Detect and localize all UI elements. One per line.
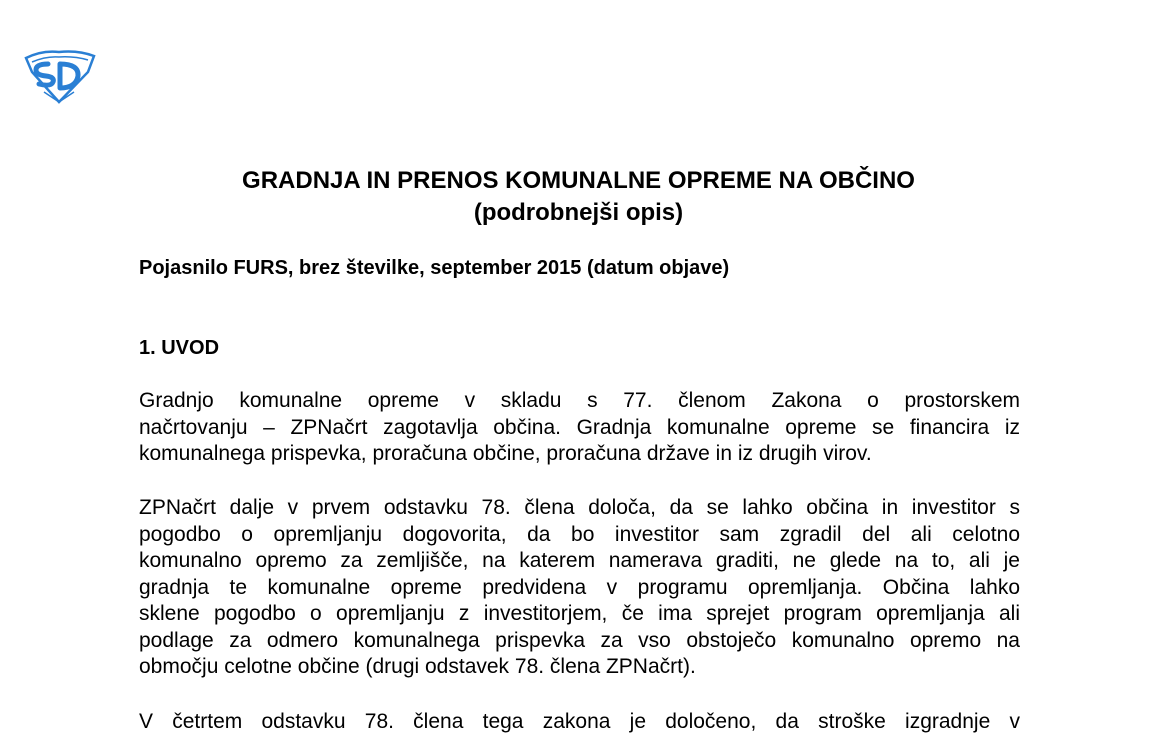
paragraph-line: Gradnjo komunalne opreme v skladu s 77. členom Zakona o prostorskem [139, 389, 1020, 412]
paragraph-line: načrtovanju – ZPNačrt zagotavlja občina. Gradnja komunalne opreme se financira iz [139, 415, 1020, 439]
paragraph-line: komunalnega prispevka, proračuna občine, proračuna države in iz drugih virov. [139, 442, 872, 465]
paragraph-3 [139, 709, 1020, 736]
paragraph-1 [139, 388, 1020, 468]
paragraph-line: komunalno opremo za zemljišče, na katerem namerava graditi, ne glede na to, ali je [139, 549, 1020, 572]
section-heading: 1. UVOD [139, 337, 220, 359]
paragraph-line: gradnja te komunalne opreme predvidena v programu opremljanja. Občina lahko [139, 575, 1020, 599]
document-subtitle: (podrobnejši opis) [473, 199, 684, 226]
paragraph-line: območju celotne občine (drugi odstavek 78. člena ZPNačrt). [139, 655, 696, 678]
paragraph-2 [139, 495, 1020, 681]
document-source: Pojasnilo FURS, brez številke, september 2015 (datum objave) [139, 257, 730, 279]
paragraph-line: pogodbo o opremljanju dogovorita, da bo investitor sam zgradil del ali celotno [139, 522, 1020, 546]
paragraph-line: sklene pogodbo o opremljanju z investitorjem, če ima sprejet program opremljanja ali [139, 602, 1020, 625]
paragraph-line: V četrtem odstavku 78. člena tega zakona je določeno, da stroške izgradnje v [139, 710, 1020, 733]
sd-shield-logo-icon [22, 48, 96, 104]
paragraph-line: podlage za odmero komunalnega prispevka za vso obstoječo komunalno opremo na [139, 628, 1020, 652]
paragraph-line: ZPNačrt dalje v prvem odstavku 78. člena določa, da se lahko občina in investitor s [139, 496, 1020, 519]
document-title: GRADNJA IN PRENOS KOMUNALNE OPREME NA OBČINO [242, 167, 915, 194]
